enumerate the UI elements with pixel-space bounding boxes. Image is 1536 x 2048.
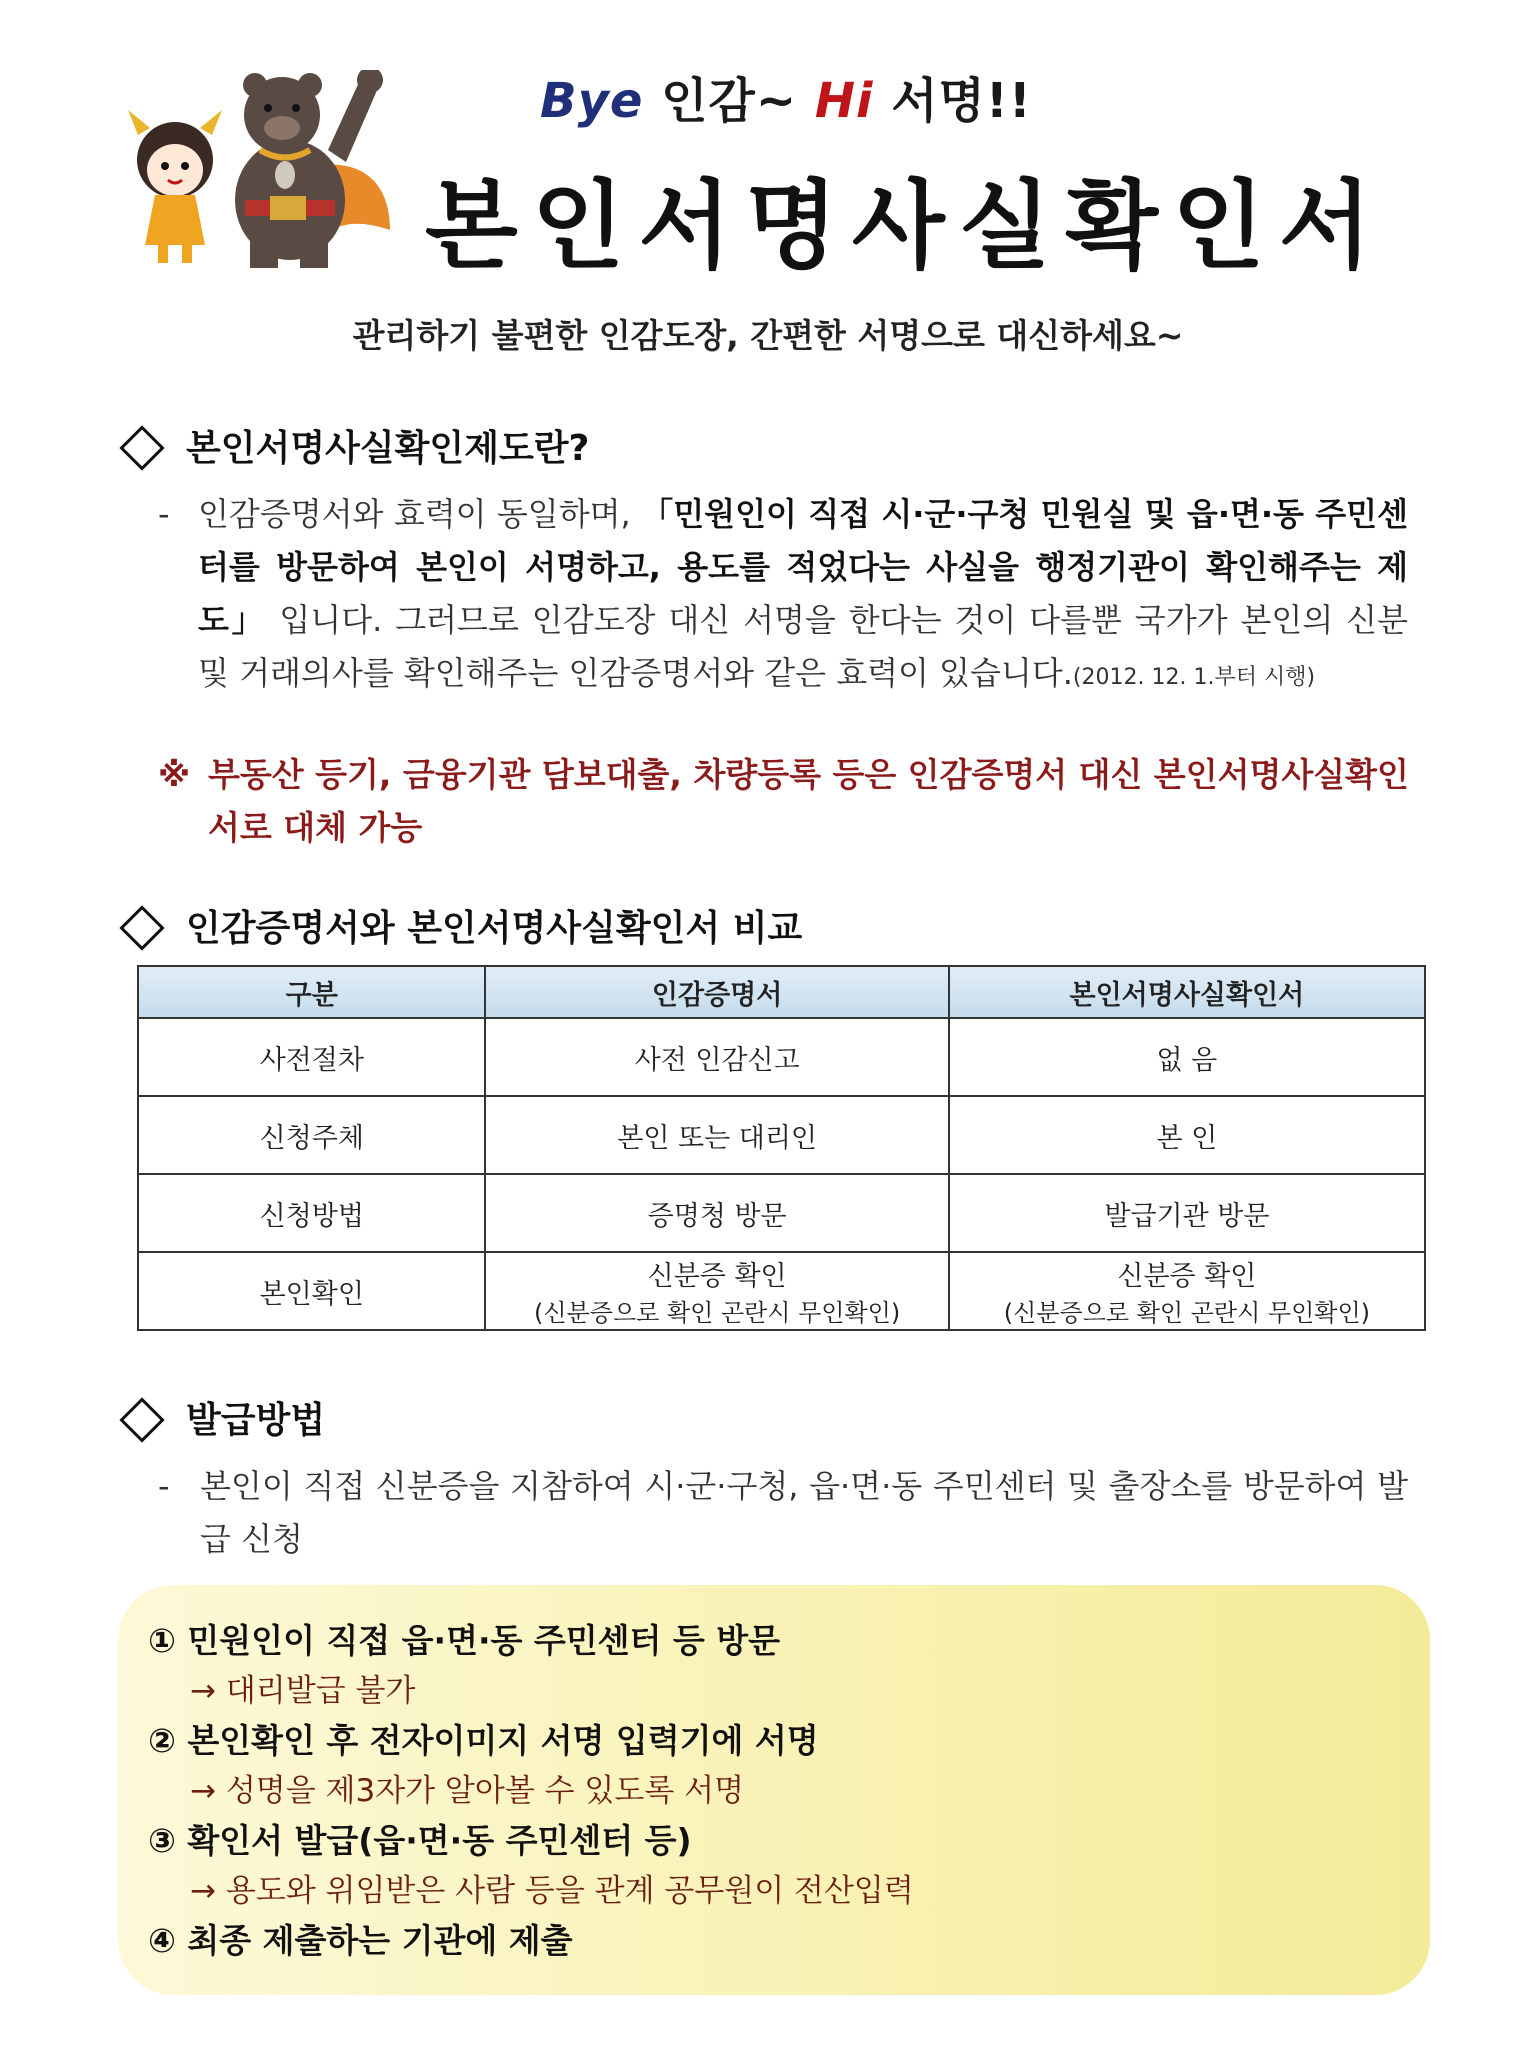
section1-text	[198, 488, 1408, 704]
section1-text-bold: 「민원인이 직접 시·군·구청 민원실 및 읍·면·동 주민센터를 방문하여 본인이 서명하고, 용도를 적었다는 사실을 행정기관이 확인해주는 제도」	[198, 495, 1409, 639]
cell-main: 신분증 확인	[647, 1261, 787, 1292]
tagline-end: 서명!!	[891, 73, 1032, 129]
step-sub: → 용도와 위임받은 사람 등을 관계 공무원이 전산입력	[190, 1873, 914, 1909]
step-item: ③ 확인서 발급(읍·면·동 주민센터 등)	[148, 1821, 692, 1860]
step-item: ① 민원인이 직접 읍·면·동 주민센터 등 방문	[148, 1621, 780, 1660]
table-header-row	[138, 966, 1425, 1018]
note-mark: ※	[158, 755, 191, 794]
table-cell	[485, 1252, 948, 1330]
comparison-table	[137, 965, 1426, 1331]
table-header-cell: 구분	[138, 966, 485, 1018]
tagline-hi: Hi	[814, 73, 874, 129]
cell-main: 본인 또는 대리인	[617, 1122, 818, 1154]
cell-main: 증명청 방문	[647, 1200, 787, 1232]
cell-sub: (신분증으로 확인 곤란시 무인확인)	[534, 1299, 901, 1327]
table-row	[138, 1018, 1425, 1096]
section3-heading-text: 발급방법	[186, 1400, 326, 1441]
diamond-bullet-icon	[119, 905, 164, 950]
section1-paragraph	[158, 488, 1408, 704]
section3-heading	[118, 1392, 325, 1443]
table-cell	[485, 1174, 948, 1252]
table-row	[138, 1174, 1425, 1252]
step-sub: → 성명을 제3자가 알아볼 수 있도록 서명	[190, 1773, 745, 1809]
section3-text: 본인이 직접 신분증을 지참하여 시·군·구청, 읍·면·동 주민센터 및 출장소를 방문하여 발급 신청	[200, 1467, 1408, 1558]
section1-heading	[118, 420, 589, 471]
section1-text-small: (2012. 12. 1.부터 시행)	[1072, 665, 1316, 690]
table-cell	[949, 1018, 1425, 1096]
section2-heading	[118, 900, 802, 951]
table-cell: 신청주체	[138, 1096, 485, 1174]
step-item: ④ 최종 제출하는 기관에 제출	[148, 1921, 573, 1960]
step-sub: → 대리발급 불가	[190, 1673, 416, 1709]
tagline-mid: 인감~	[661, 73, 798, 129]
section1-text-a: 인감증명서와 효력이 동일하며,	[198, 495, 642, 533]
table-header-cell: 본인서명사실확인서	[949, 966, 1425, 1018]
cell-main: 본 인	[1156, 1122, 1218, 1154]
diamond-bullet-icon	[119, 1397, 164, 1442]
cell-main: 신분증 확인	[1117, 1261, 1257, 1292]
section1-heading-text: 본인서명사실확인제도란?	[186, 428, 590, 469]
table-row	[138, 1096, 1425, 1174]
section3-paragraph	[158, 1460, 1408, 1566]
table-cell	[485, 1018, 948, 1096]
issuance-steps-box	[118, 1585, 1430, 1995]
step-item: ② 본인확인 후 전자이미지 서명 입력기에 서명	[148, 1721, 819, 1760]
header-tagline	[540, 62, 1032, 131]
diamond-bullet-icon	[119, 425, 164, 470]
table-row	[138, 1252, 1425, 1330]
page-title: 본인서명사실확인서	[425, 170, 1386, 282]
table-header-cell: 인감증명서	[485, 966, 948, 1018]
cell-main: 발급기관 방문	[1104, 1200, 1270, 1232]
mascot-bear-icon	[235, 70, 383, 268]
note-text: 부동산 등기, 금융기관 담보대출, 차량등록 등은 인감증명서 대신 본인서명사실확인서로 대체 가능	[208, 755, 1409, 847]
mascot-girl-icon	[128, 110, 222, 263]
table-cell	[949, 1252, 1425, 1330]
cell-sub: (신분증으로 확인 곤란시 무인확인)	[1003, 1299, 1370, 1327]
table-cell	[949, 1174, 1425, 1252]
dash-bullet: -	[158, 495, 170, 533]
cell-main: 없 음	[1156, 1044, 1218, 1076]
table-cell	[949, 1096, 1425, 1174]
page-subtitle: 관리하기 불편한 인감도장, 간편한 서명으로 대신하세요~	[352, 316, 1184, 355]
table-cell	[485, 1096, 948, 1174]
mascot-illustration	[120, 70, 420, 270]
table-cell: 사전절차	[138, 1018, 485, 1096]
dash-bullet: -	[158, 1467, 170, 1505]
table-cell: 신청방법	[138, 1174, 485, 1252]
cell-main: 사전 인감신고	[634, 1044, 800, 1076]
section1-note	[158, 748, 1418, 854]
section2-heading-text: 인감증명서와 본인서명사실확인서 비교	[186, 908, 803, 949]
section1-text-b: 입니다. 그러므로 인감도장 대신 서명을 한다는 것이 다를뿐 국가가 본인의 신분 및 거래의사를 확인해주는 인감증명서와 같은 효력이 있습니다.	[198, 601, 1409, 692]
table-cell: 본인확인	[138, 1252, 485, 1330]
tagline-bye: Bye	[540, 73, 644, 129]
